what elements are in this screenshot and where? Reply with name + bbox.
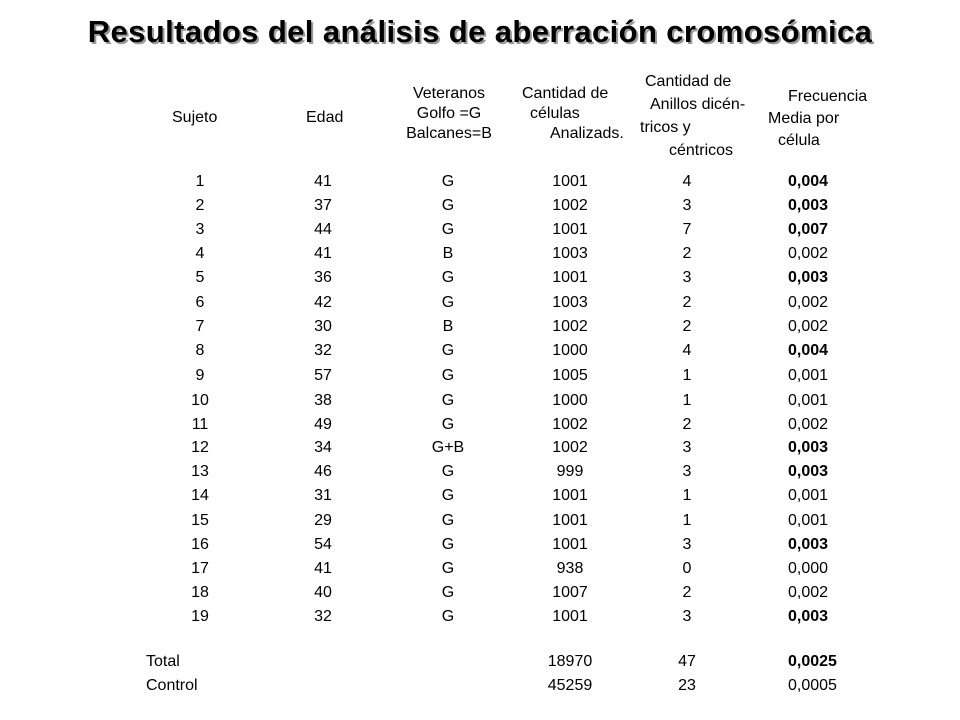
header-celulas <box>522 84 624 144</box>
cell-sujeto: 1 <box>195 173 205 190</box>
cell-celulas: 1002 <box>552 439 588 456</box>
table-row <box>0 605 960 629</box>
cell-frecuencia: 0,002 <box>788 416 829 433</box>
cell-celulas: 1001 <box>552 536 588 553</box>
cell-edad: 37 <box>314 197 332 214</box>
header-veteranos-line: Balcanes=B <box>406 125 492 142</box>
cell-edad: 36 <box>314 269 332 286</box>
cell-veterano: G <box>441 536 455 553</box>
cell-edad: 41 <box>314 245 332 262</box>
cell-veterano: B <box>442 245 454 262</box>
cell-anillos: 3 <box>682 197 692 214</box>
cell-celulas: 1001 <box>552 173 588 190</box>
cell-sujeto: 12 <box>191 439 209 456</box>
cell-anillos: 3 <box>682 536 692 553</box>
cell-celulas: 1002 <box>552 197 588 214</box>
header-veteranos-line: Golfo =G <box>416 105 482 122</box>
cell-celulas: 1005 <box>552 367 588 384</box>
cell-sujeto: 13 <box>191 463 209 480</box>
cell-frecuencia: 0,002 <box>788 294 829 311</box>
cell-anillos: 3 <box>682 269 692 286</box>
totals-row <box>0 674 960 698</box>
cell-anillos: 1 <box>682 392 692 409</box>
table-row <box>0 194 960 218</box>
cell-frecuencia: 0,003 <box>788 439 829 456</box>
page-title: Resultados del análisis de aberración cromosómica <box>87 14 873 49</box>
cell-frecuencia: 0,003 <box>788 463 829 480</box>
cell-edad: 49 <box>314 416 332 433</box>
cell-sujeto: 16 <box>191 536 209 553</box>
cell-celulas: 1000 <box>552 342 588 359</box>
cell-anillos: 0 <box>682 560 692 577</box>
header-celulas-line: Cantidad de <box>522 85 609 102</box>
cell-celulas: 1001 <box>552 608 588 625</box>
header-celulas-line: Analizads. <box>550 125 624 142</box>
table-row <box>0 581 960 605</box>
cell-frecuencia: 0,003 <box>788 536 829 553</box>
cell-edad: 41 <box>314 560 332 577</box>
cell-celulas: 1001 <box>552 512 588 529</box>
cell-sujeto: 17 <box>191 560 209 577</box>
cell-frecuencia: 0,004 <box>788 173 829 190</box>
cell-veterano: G <box>441 416 455 433</box>
cell-frecuencia: 0,003 <box>788 608 829 625</box>
cell-anillos: 2 <box>682 584 692 601</box>
cell-edad: 32 <box>314 608 332 625</box>
cell-frecuencia: 0,0005 <box>788 677 837 694</box>
cell-anillos: 23 <box>678 677 696 694</box>
cell-veterano: G <box>441 294 455 311</box>
cell-anillos: 1 <box>682 487 692 504</box>
cell-total-label: Control <box>146 677 198 694</box>
cell-frecuencia: 0,001 <box>788 487 829 504</box>
cell-frecuencia: 0,002 <box>788 245 829 262</box>
cell-veterano: G <box>441 463 455 480</box>
header-edad: Edad <box>306 109 344 126</box>
cell-edad: 30 <box>314 318 332 335</box>
cell-frecuencia: 0,007 <box>788 221 829 238</box>
cell-celulas: 1003 <box>552 294 588 311</box>
cell-veterano: G <box>441 512 455 529</box>
header-veteranos-line: Veteranos <box>412 85 486 102</box>
cell-edad: 42 <box>314 294 332 311</box>
header-frecuencia-line: célula <box>778 132 820 149</box>
cell-frecuencia: 0,001 <box>788 367 829 384</box>
table-row <box>0 339 960 363</box>
cell-frecuencia: 0,003 <box>788 197 829 214</box>
header-anillos-line: Anillos dicén- <box>650 96 746 113</box>
header-anillos-line: tricos y <box>640 119 691 136</box>
header-anillos <box>640 70 746 162</box>
cell-anillos: 1 <box>682 367 692 384</box>
cell-anillos: 2 <box>682 294 692 311</box>
table-row <box>0 413 960 437</box>
header-veteranos <box>396 84 502 144</box>
totals-row <box>0 650 960 674</box>
cell-sujeto: 9 <box>195 367 205 384</box>
cell-edad: 32 <box>314 342 332 359</box>
cell-veterano: G <box>441 608 455 625</box>
cell-sujeto: 6 <box>195 294 205 311</box>
table-row <box>0 315 960 339</box>
cell-sujeto: 19 <box>191 608 209 625</box>
cell-edad: 41 <box>314 173 332 190</box>
cell-celulas: 999 <box>556 463 584 480</box>
cell-edad: 54 <box>314 536 332 553</box>
cell-edad: 57 <box>314 367 332 384</box>
cell-anillos: 3 <box>682 439 692 456</box>
cell-celulas: 45259 <box>547 677 593 694</box>
cell-celulas: 18970 <box>547 653 593 670</box>
cell-sujeto: 2 <box>195 197 205 214</box>
cell-celulas: 1002 <box>552 416 588 433</box>
header-sujeto: Sujeto <box>172 109 218 126</box>
header-frecuencia-line: Media por <box>768 110 840 127</box>
cell-veterano: G <box>441 342 455 359</box>
table-row <box>0 266 960 290</box>
cell-anillos: 4 <box>682 173 692 190</box>
cell-frecuencia: 0,001 <box>788 512 829 529</box>
cell-edad: 29 <box>314 512 332 529</box>
table-row <box>0 460 960 484</box>
cell-edad: 44 <box>314 221 332 238</box>
header-frecuencia-line: Frecuencia <box>788 88 868 105</box>
cell-veterano: G <box>441 392 455 409</box>
table-row <box>0 291 960 315</box>
table-row <box>0 389 960 413</box>
table-row <box>0 484 960 508</box>
cell-sujeto: 15 <box>191 512 209 529</box>
cell-sujeto: 10 <box>191 392 209 409</box>
cell-celulas: 1001 <box>552 221 588 238</box>
cell-anillos: 3 <box>682 463 692 480</box>
cell-edad: 31 <box>314 487 332 504</box>
cell-veterano: G <box>441 367 455 384</box>
cell-sujeto: 8 <box>195 342 205 359</box>
cell-veterano: B <box>442 318 454 335</box>
table-row <box>0 170 960 194</box>
cell-celulas: 1001 <box>552 269 588 286</box>
table-row <box>0 242 960 266</box>
cell-anillos: 2 <box>682 318 692 335</box>
table-row <box>0 218 960 242</box>
cell-celulas: 1003 <box>552 245 588 262</box>
cell-frecuencia: 0,002 <box>788 318 829 335</box>
header-anillos-line: céntricos <box>669 142 734 159</box>
cell-veterano: G+B <box>431 439 465 456</box>
cell-total-label: Total <box>146 653 180 670</box>
cell-edad: 38 <box>314 392 332 409</box>
cell-veterano: G <box>441 584 455 601</box>
cell-sujeto: 11 <box>191 416 209 433</box>
cell-anillos: 47 <box>678 653 696 670</box>
cell-celulas: 1002 <box>552 318 588 335</box>
table-row <box>0 557 960 581</box>
table-row <box>0 436 960 460</box>
cell-sujeto: 5 <box>195 269 205 286</box>
cell-sujeto: 3 <box>195 221 205 238</box>
cell-frecuencia: 0,000 <box>788 560 829 577</box>
cell-celulas: 1000 <box>552 392 588 409</box>
header-anillos-line: Cantidad de <box>645 73 732 90</box>
cell-frecuencia: 0,003 <box>788 269 829 286</box>
cell-frecuencia: 0,0025 <box>788 653 837 670</box>
cell-anillos: 1 <box>682 512 692 529</box>
cell-edad: 46 <box>314 463 332 480</box>
cell-frecuencia: 0,004 <box>788 342 829 359</box>
table-row <box>0 533 960 557</box>
cell-sujeto: 14 <box>191 487 209 504</box>
cell-anillos: 2 <box>682 416 692 433</box>
cell-celulas: 1001 <box>552 487 588 504</box>
header-celulas-line: células <box>530 105 580 122</box>
cell-frecuencia: 0,002 <box>788 584 829 601</box>
cell-veterano: G <box>441 197 455 214</box>
cell-sujeto: 4 <box>195 245 205 262</box>
cell-celulas: 1007 <box>552 584 588 601</box>
cell-sujeto: 7 <box>195 318 205 335</box>
header-frecuencia <box>768 86 868 152</box>
cell-anillos: 3 <box>682 608 692 625</box>
cell-anillos: 2 <box>682 245 692 262</box>
cell-edad: 40 <box>314 584 332 601</box>
cell-frecuencia: 0,001 <box>788 392 829 409</box>
cell-celulas: 938 <box>556 560 584 577</box>
table-row <box>0 509 960 533</box>
cell-veterano: G <box>441 173 455 190</box>
cell-veterano: G <box>441 560 455 577</box>
cell-anillos: 4 <box>682 342 692 359</box>
cell-veterano: G <box>441 221 455 238</box>
cell-veterano: G <box>441 487 455 504</box>
cell-edad: 34 <box>314 439 332 456</box>
cell-anillos: 7 <box>682 221 692 238</box>
cell-veterano: G <box>441 269 455 286</box>
cell-sujeto: 18 <box>191 584 209 601</box>
table-row <box>0 364 960 388</box>
